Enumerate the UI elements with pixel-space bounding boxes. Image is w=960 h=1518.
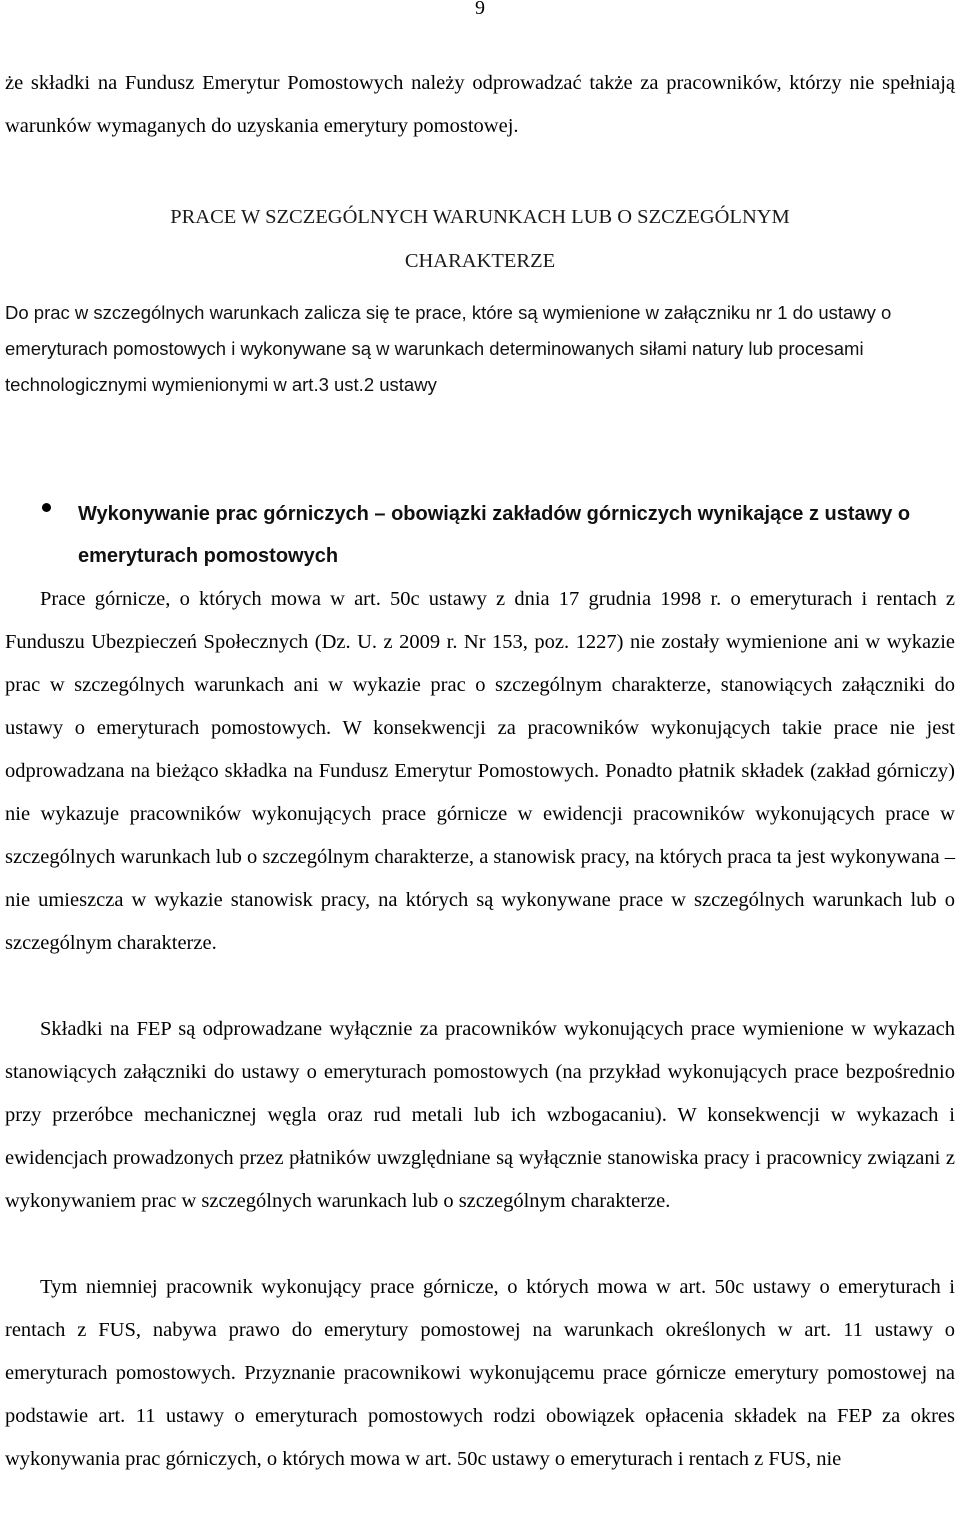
body-paragraph-2: Składki na FEP są odprowadzane wyłącznie za pracowników wykonujących prace wymienione w wykazach stanowiących załączniki do ustawy o emeryturach pomostowych (na przykład wykonujących prace bezpośrednio przy przeróbce mechanicznej węgla oraz rud metali lub ich wzbogacaniu). W konsekwencji w wykazach i ewidencjach prowadzonych przez płatników uwzględniane są wyłącznie stanowiska pracy i pracownicy związani z wykonywaniem prac w szczególnych warunkach lub o szczególnym charakterze. <box>5 1018 955 1212</box>
body-paragraph-3: Tym niemniej pracownik wykonujący prace górnicze, o których mowa w art. 50c ustawy o emeryturach i rentach z FUS, nabywa prawo do emerytury pomostowej na warunkach określonych w art. 11 ustawy o emeryturach pomostowych. Przyznanie pracownikowi wykonującemu prace górnicze emerytury pomostowej na podstawie art. 11 ustawy o emeryturach pomostowych rodzi obowiązek opłacenia składek na FEP za okres wykonywania prac górniczych, o których mowa w art. 50c ustawy o emeryturach i rentach z FUS, nie <box>5 1276 955 1470</box>
body-paragraph-1: Prace górnicze, o których mowa w art. 50c ustawy z dnia 17 grudnia 1998 r. o emeryturach i rentach z Funduszu Ubezpieczeń Społecznych (Dz. U. z 2009 r. Nr 153, poz. 1227) nie zostały wymienione ani w wykazie prac w szczególnych warunkach ani w wykazie prac o szczególnym charakterze, stanowiących załączniki do ustawy o emeryturach pomostowych. W konsekwencji za pracowników wykonujących takie prace nie jest odprowadzana na bieżąco składka na Fundusz Emerytur Pomostowych. Ponadto płatnik składek (zakład górniczy) nie wykazuje pracowników wykonujących prace górnicze w ewidencji pracowników wykonujących prace w szczególnych warunkach lub o szczególnym charakterze, a stanowisk pracy, na których praca ta jest wykonywana – nie umieszcza w wykazie stanowisk pracy, na których są wykonywane prace w szczególnych warunkach lub o szczególnym charakterze. <box>5 588 955 954</box>
bullet-icon <box>42 503 51 512</box>
section-title <box>0 195 960 283</box>
section-title-line-2: CHARAKTERZE <box>404 250 556 272</box>
page-number: 9 <box>475 0 485 19</box>
section-title-line-1: PRACE W SZCZEGÓLNYCH WARUNKACH LUB O SZCZEGÓLNYM <box>170 206 790 228</box>
intro-paragraph: że składki na Fundusz Emerytur Pomostowych należy odprowadzać także za pracowników, którzy nie spełniają warunków wymaganych do uzyskania emerytury pomostowej. <box>5 72 955 137</box>
bullet-heading: Wykonywanie prac górniczych – obowiązki zakładów górniczych wynikające z ustawy o emeryturach pomostowych <box>78 503 911 567</box>
definition-paragraph: Do prac w szczególnych warunkach zalicza się te prace, które są wymienione w załączniku nr 1 do ustawy o emeryturach pomostowych i wykonywane są w warunkach determinowanych siłami natury lub procesami technologicznymi wymienionymi w art.3 ust.2 ustawy <box>5 302 892 395</box>
